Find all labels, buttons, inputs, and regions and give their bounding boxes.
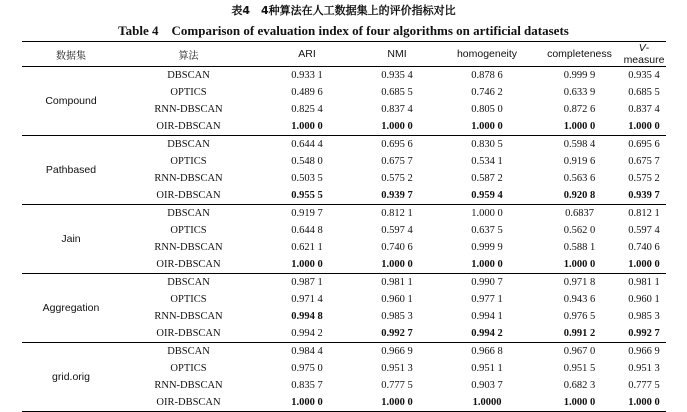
algorithm-name: OIR-DBSCAN xyxy=(120,118,257,136)
v-measure-value: 0.695 6 xyxy=(628,139,660,150)
completeness-value: 0.598 4 xyxy=(563,139,596,150)
algorithm-name: OPTICS xyxy=(170,363,207,374)
dataset-name: Jain xyxy=(22,205,120,274)
v-measure-value: 0.685 5 xyxy=(628,87,660,98)
homogeneity-value: 0.990 7 xyxy=(471,277,503,288)
nmi-value: 0.985 3 xyxy=(381,311,413,322)
homogeneity-value: 0.637 5 xyxy=(471,225,503,236)
nmi-value: 0.951 3 xyxy=(381,363,413,374)
nmi-value: 0.575 2 xyxy=(381,173,413,184)
v-measure-value: 0.597 4 xyxy=(628,225,660,236)
v-measure-value: 0.812 1 xyxy=(628,208,660,219)
completeness-value: 1.000 0 xyxy=(537,118,622,136)
table-row xyxy=(22,136,666,154)
v-measure-value: 0.966 9 xyxy=(628,346,660,357)
completeness-value: 0.976 5 xyxy=(563,311,596,322)
homogeneity-value: 1.000 0 xyxy=(471,208,503,219)
homogeneity-value: 1.000 0 xyxy=(437,256,537,274)
v-measure-value: 1.000 0 xyxy=(622,118,666,136)
header-algorithm: 算法 xyxy=(120,42,257,67)
header-dataset: 数据集 xyxy=(22,42,120,67)
nmi-value: 0.837 4 xyxy=(381,104,413,115)
v-measure-value: 0.992 7 xyxy=(622,325,666,343)
completeness-value: 0.6837 xyxy=(565,208,594,219)
ari-value: 0.987 1 xyxy=(291,277,323,288)
nmi-value: 0.812 1 xyxy=(381,208,413,219)
algorithm-name: OPTICS xyxy=(170,225,207,236)
ari-value: 0.955 5 xyxy=(257,187,357,205)
homogeneity-value: 0.587 2 xyxy=(471,173,503,184)
nmi-value: 0.935 4 xyxy=(381,70,413,81)
ari-value: 0.825 4 xyxy=(291,104,323,115)
algorithm-name: DBSCAN xyxy=(167,346,210,357)
nmi-value: 1.000 0 xyxy=(357,256,437,274)
homogeneity-value: 0.534 1 xyxy=(471,156,503,167)
algorithm-name: OIR-DBSCAN xyxy=(120,256,257,274)
homogeneity-value: 0.878 6 xyxy=(471,70,503,81)
v-measure-value: 0.951 3 xyxy=(628,363,660,374)
completeness-value: 0.633 9 xyxy=(563,87,596,98)
algorithm-name: DBSCAN xyxy=(167,139,210,150)
nmi-value: 0.981 1 xyxy=(381,277,413,288)
ari-value: 0.503 5 xyxy=(291,173,323,184)
ari-value: 0.621 1 xyxy=(291,242,323,253)
homogeneity-value: 0.903 7 xyxy=(471,380,503,391)
nmi-value: 0.939 7 xyxy=(357,187,437,205)
nmi-value: 0.740 6 xyxy=(381,242,413,253)
homogeneity-value: 1.0000 xyxy=(437,394,537,412)
ari-value: 0.994 8 xyxy=(291,311,323,322)
dataset-name: Pathbased xyxy=(22,136,120,205)
v-measure-value: 1.000 0 xyxy=(622,256,666,274)
table-body xyxy=(22,67,666,412)
ari-value: 1.000 0 xyxy=(257,394,357,412)
v-measure-value: 0.675 7 xyxy=(628,156,660,167)
header-homogeneity: homogeneity xyxy=(437,42,537,67)
ari-value: 1.000 0 xyxy=(257,256,357,274)
ari-value: 0.835 7 xyxy=(291,380,323,391)
nmi-value: 0.685 5 xyxy=(381,87,413,98)
v-measure-value: 0.939 7 xyxy=(622,187,666,205)
v-measure-value: 0.777 5 xyxy=(628,380,660,391)
ari-value: 0.489 6 xyxy=(291,87,323,98)
algorithm-name: OIR-DBSCAN xyxy=(120,394,257,412)
table-caption-chinese: 表4 4种算法在人工数据集上的评价指标对比 xyxy=(231,4,456,17)
completeness-value: 0.682 3 xyxy=(563,380,596,391)
v-measure-value: 0.985 3 xyxy=(628,311,660,322)
completeness-value: 0.999 9 xyxy=(563,70,596,81)
completeness-value: 0.562 0 xyxy=(563,225,596,236)
nmi-value: 0.777 5 xyxy=(381,380,413,391)
v-measure-value: 0.740 6 xyxy=(628,242,660,253)
completeness-value: 0.920 8 xyxy=(537,187,622,205)
algorithm-name: DBSCAN xyxy=(167,208,210,219)
completeness-value: 0.872 6 xyxy=(563,104,596,115)
v-measure-value: 0.960 1 xyxy=(628,294,660,305)
header-completeness: completeness xyxy=(537,42,622,67)
homogeneity-value: 0.994 1 xyxy=(471,311,503,322)
completeness-value: 0.971 8 xyxy=(563,277,596,288)
ari-value: 0.975 0 xyxy=(291,363,323,374)
table-header xyxy=(22,42,666,67)
ari-value: 0.994 2 xyxy=(257,325,357,343)
v-measure-value: 1.000 0 xyxy=(622,394,666,412)
algorithm-name: RNN-DBSCAN xyxy=(154,242,223,253)
dataset-name: Compound xyxy=(22,67,120,136)
header-row xyxy=(22,42,666,67)
homogeneity-value: 0.966 8 xyxy=(471,346,503,357)
completeness-value: 0.943 6 xyxy=(563,294,596,305)
completeness-value: 1.000 0 xyxy=(537,256,622,274)
nmi-value: 0.960 1 xyxy=(381,294,413,305)
table-row xyxy=(22,67,666,85)
homogeneity-value: 0.805 0 xyxy=(471,104,503,115)
v-measure-value: 0.837 4 xyxy=(628,104,660,115)
v-measure-italic-v: V xyxy=(638,42,646,54)
header-v-measure xyxy=(622,42,666,67)
algorithm-name: OPTICS xyxy=(170,156,207,167)
dataset-name: grid.orig xyxy=(22,343,120,412)
algorithm-name: RNN-DBSCAN xyxy=(154,173,223,184)
homogeneity-value: 1.000 0 xyxy=(437,118,537,136)
ari-value: 0.933 1 xyxy=(291,70,323,81)
nmi-value: 0.966 9 xyxy=(381,346,413,357)
homogeneity-value: 0.994 2 xyxy=(437,325,537,343)
ari-value: 0.919 7 xyxy=(291,208,323,219)
ari-value: 1.000 0 xyxy=(257,118,357,136)
algorithm-name: DBSCAN xyxy=(167,277,210,288)
nmi-value: 0.992 7 xyxy=(357,325,437,343)
completeness-value: 0.967 0 xyxy=(563,346,596,357)
v-measure-value: 0.981 1 xyxy=(628,277,660,288)
completeness-value: 0.563 6 xyxy=(563,173,596,184)
nmi-value: 1.000 0 xyxy=(357,118,437,136)
ari-value: 0.984 4 xyxy=(291,346,323,357)
nmi-value: 0.597 4 xyxy=(381,225,413,236)
ari-value: 0.971 4 xyxy=(291,294,323,305)
v-measure-value: 0.935 4 xyxy=(628,70,660,81)
algorithm-name: RNN-DBSCAN xyxy=(154,380,223,391)
algorithm-name: OPTICS xyxy=(170,294,207,305)
completeness-value: 0.991 2 xyxy=(537,325,622,343)
homogeneity-value: 0.746 2 xyxy=(471,87,503,98)
nmi-value: 0.695 6 xyxy=(381,139,413,150)
completeness-value: 0.588 1 xyxy=(563,242,596,253)
algorithm-name: OIR-DBSCAN xyxy=(120,325,257,343)
nmi-value: 1.000 0 xyxy=(357,394,437,412)
algorithm-name: RNN-DBSCAN xyxy=(154,104,223,115)
homogeneity-value: 0.951 1 xyxy=(471,363,503,374)
completeness-value: 0.951 5 xyxy=(563,363,596,374)
v-measure-value: 0.575 2 xyxy=(628,173,660,184)
table-caption-english: Table 4 Comparison of evaluation index of four algorithms on artificial datasets xyxy=(118,23,569,38)
algorithm-name: DBSCAN xyxy=(167,70,210,81)
algorithm-name: OPTICS xyxy=(170,87,207,98)
ari-value: 0.548 0 xyxy=(291,156,323,167)
homogeneity-value: 0.999 9 xyxy=(471,242,503,253)
homogeneity-value: 0.830 5 xyxy=(471,139,503,150)
ari-value: 0.644 8 xyxy=(291,225,323,236)
nmi-value: 0.675 7 xyxy=(381,156,413,167)
v-measure-suffix: -measure xyxy=(623,42,665,66)
table-row xyxy=(22,343,666,361)
table-row xyxy=(22,205,666,223)
algorithm-name: RNN-DBSCAN xyxy=(154,311,223,322)
homogeneity-value: 0.977 1 xyxy=(471,294,503,305)
homogeneity-value: 0.959 4 xyxy=(437,187,537,205)
completeness-value: 1.000 0 xyxy=(537,394,622,412)
completeness-value: 0.919 6 xyxy=(563,156,596,167)
header-ari: ARI xyxy=(257,42,357,67)
ari-value: 0.644 4 xyxy=(291,139,323,150)
header-nmi: NMI xyxy=(357,42,437,67)
algorithm-name: OIR-DBSCAN xyxy=(120,187,257,205)
dataset-name: Aggregation xyxy=(22,274,120,343)
evaluation-table xyxy=(22,41,666,412)
table-row xyxy=(22,274,666,292)
